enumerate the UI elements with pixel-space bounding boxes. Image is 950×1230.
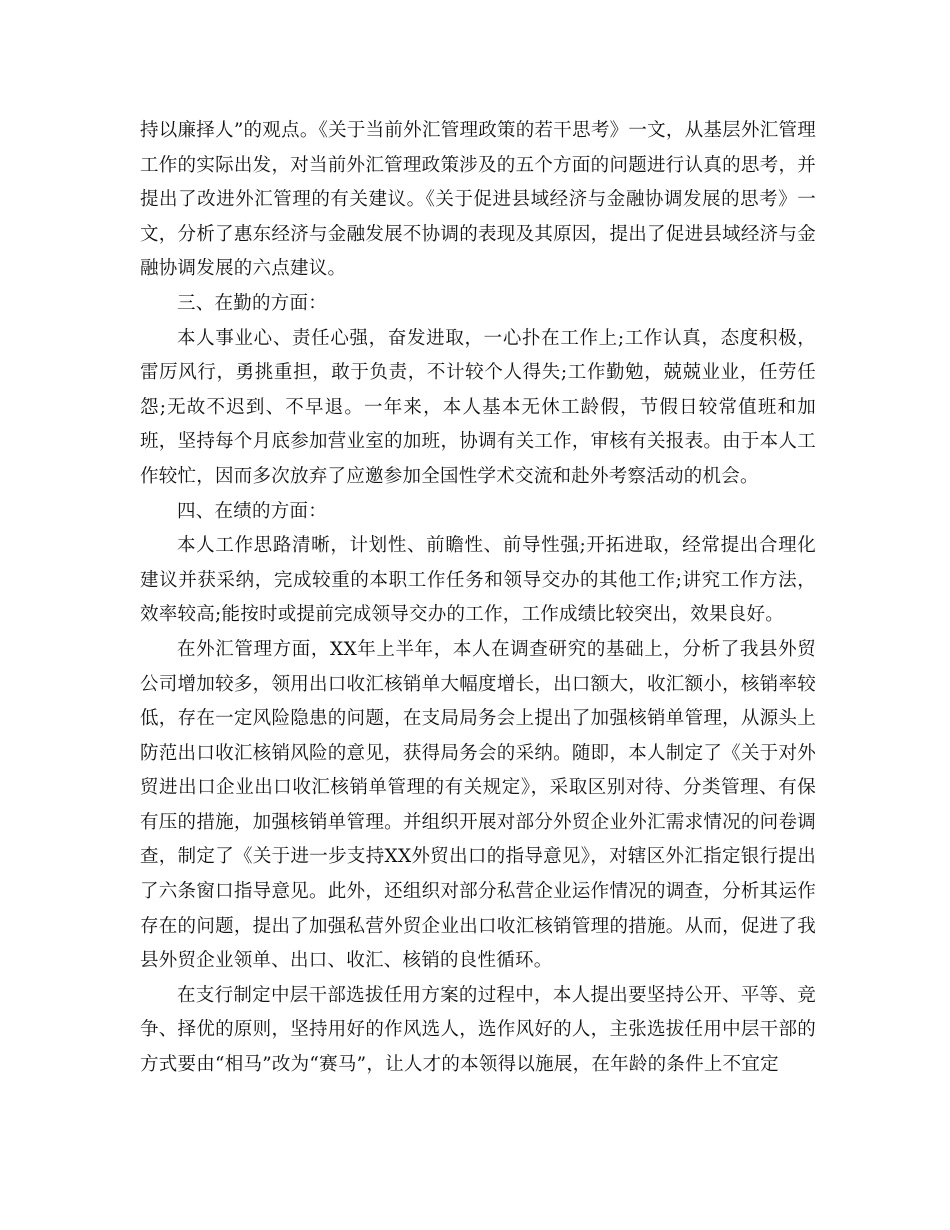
document-body (140, 114, 816, 1083)
paragraph-continuation: 持以廉择人”的观点。《关于当前外汇管理政策的若干思考》一文，从基层外汇管理工作的实际出发，对当前外汇管理政策涉及的五个方面的问题进行认真的思考，并提出了改进外汇管理的有关建议。《关于促进县域经济与金融协调发展的思考》一文，分析了惠东经济与金融发展不协调的表现及其原因，提出了促进县域经济与金融协调发展的六点建议。 (140, 120, 816, 280)
paragraph-forex-management: 在外汇管理方面，XX年上半年，本人在调查研究的基础上，分析了我县外贸公司增加较多，领用出口收汇核销单大幅度增长，出口额大，收汇额小，核销率较低，存在一定风险隐患的问题，在支局局务会上提出了加强核销单管理，从源头上防范出口收汇核销风险的意见，获得局务会的采纳。随即，本人制定了《关于对外贸进出口企业出口收汇核销单管理的有关规定》，采取区别对待、分类管理、有保有压的措施，加强核销单管理。并组织开展对部分外贸企业外汇需求情况的问卷调查，制定了《关于进一步支持XX外贸出口的指导意见》，对辖区外汇指定银行提出了六条窗口指导意见。此外，还组织对部分私营企业运作情况的调查，分析其运作存在的问题，提出了加强私营外贸企业出口收汇核销管理的措施。从而，促进了我县外贸企业领单、出口、收汇、核销的良性循环。 (140, 638, 816, 972)
paragraph-diligence: 本人事业心、责任心强，奋发进取，一心扑在工作上;工作认真，态度积极，雷厉风行，勇挑重担，敢于负责，不计较个人得失;工作勤勉，兢兢业业，任劳任怨;无故不迟到、不早退。一年来，本人基本无休工龄假，节假日较常值班和加班，坚持每个月底参加营业室的加班，协调有关工作，审核有关报表。由于本人工作较忙，因而多次放弃了应邀参加全国性学术交流和赴外考察活动的机会。 (140, 327, 816, 487)
paragraph-cadre-selection: 在支行制定中层干部选拔任用方案的过程中，本人提出要坚持公开、平等、竞争、择优的原则，坚持用好的作风选人，选作风好的人，主张选拔任用中层干部的方式要由“相马”改为“赛马”，让人才的本领得以施展，在年龄的条件上不宜定 (140, 984, 816, 1076)
section-heading-performance: 四、在绩的方面： (177, 500, 328, 522)
paragraph-performance: 本人工作思路清晰，计划性、前瞻性、前导性强;开拓进取，经常提出合理化建议并获采纳，完成较重的本职工作任务和领导交办的其他工作;讲究工作方法，效率较高;能按时或提前完成领导交办的工作，工作成绩比较突出，效果良好。 (140, 535, 816, 626)
section-heading-diligence: 三、在勤的方面： (177, 292, 328, 314)
